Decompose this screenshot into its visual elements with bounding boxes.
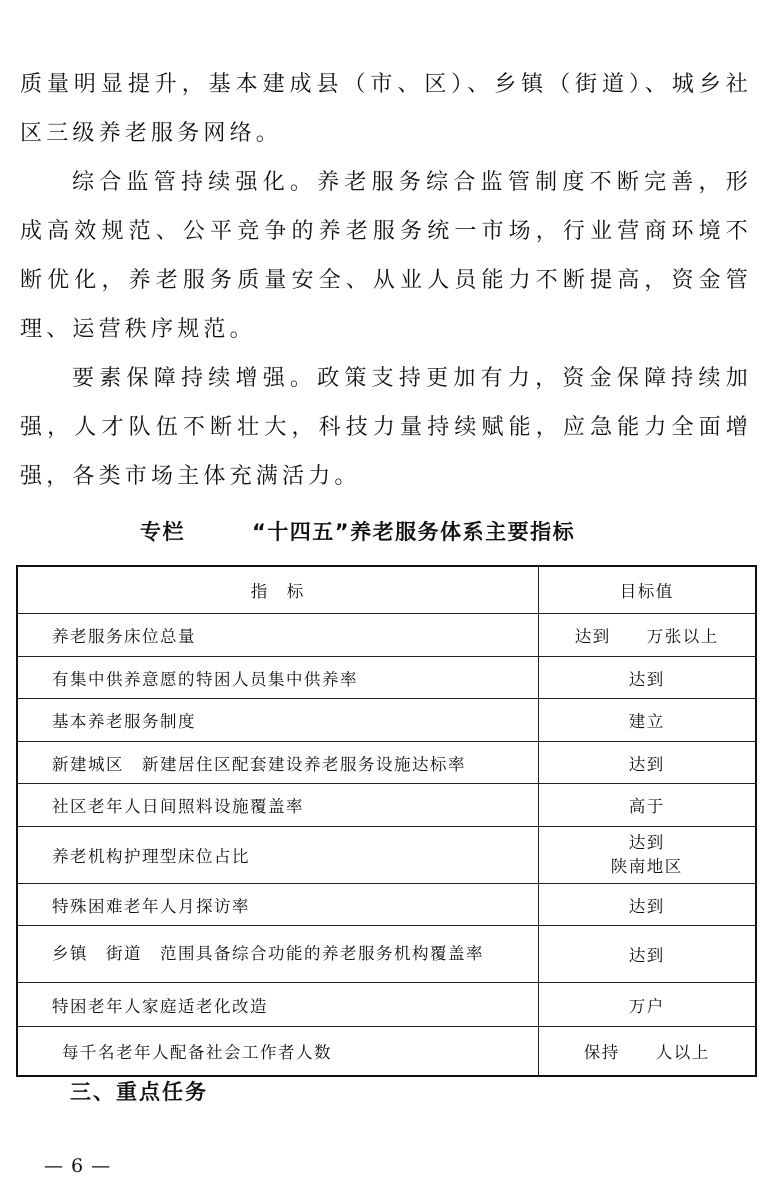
table-row xyxy=(17,699,756,742)
target-cell: 万户 xyxy=(538,983,756,1027)
table-row xyxy=(17,1027,756,1076)
header-indicator: 指 标 xyxy=(17,566,538,614)
table-row xyxy=(17,983,756,1027)
target-cell: 达到 xyxy=(538,742,756,784)
header-target: 目标值 xyxy=(538,566,756,614)
target-cell: 高于 xyxy=(538,784,756,827)
indicator-cell: 每千名老年人配备社会工作者人数 xyxy=(17,1027,538,1076)
target-cell: 达到 xyxy=(538,657,756,699)
section-heading: 三、重点任务 xyxy=(70,1080,208,1104)
page-number: — 6 — xyxy=(44,1155,112,1177)
indicator-cell: 特困老年人家庭适老化改造 xyxy=(17,983,538,1027)
target-cell: 达到 陕南地区 xyxy=(538,827,756,884)
target-cell: 达到 万张以上 xyxy=(538,614,756,657)
target-cell: 建立 xyxy=(538,699,756,742)
indicator-cell: 新建城区 新建居住区配套建设养老服务设施达标率 xyxy=(17,742,538,784)
table-caption xyxy=(0,512,770,548)
table-row xyxy=(17,926,756,983)
indicator-cell: 乡镇 街道 范围具备综合功能的养老服务机构覆盖率 xyxy=(17,926,538,983)
indicator-cell: 基本养老服务制度 xyxy=(17,699,538,742)
indicator-cell: 特殊困难老年人月探访率 xyxy=(17,884,538,926)
target-cell: 保持 人以上 xyxy=(538,1027,756,1076)
table-row xyxy=(17,784,756,827)
indicator-cell: 社区老年人日间照料设施覆盖率 xyxy=(17,784,538,827)
table-row xyxy=(17,884,756,926)
table-row xyxy=(17,614,756,657)
table-row xyxy=(17,657,756,699)
target-cell: 达到 xyxy=(538,884,756,926)
paragraph-supervision: 综合监管持续强化。养老服务综合监管制度不断完善，形成高效规范、公平竞争的养老服务统一市场，行业营商环境不断优化，养老服务质量安全、从业人员能力不断提高，资金管理、运营秩序规范。 xyxy=(20,170,752,342)
table-row xyxy=(17,827,756,884)
paragraph-factors: 要素保障持续增强。政策支持更加有力，资金保障持续加强，人才队伍不断壮大，科技力量持续赋能，应急能力全面增强，各类市场主体充满活力。 xyxy=(20,366,752,489)
indicator-cell: 有集中供养意愿的特困人员集中供养率 xyxy=(17,657,538,699)
caption-label: 专栏 xyxy=(140,520,185,544)
table-header-row xyxy=(17,566,756,614)
indicator-table xyxy=(16,565,757,1077)
indicator-cell: 养老服务床位总量 xyxy=(17,614,538,657)
target-cell: 达到 xyxy=(538,926,756,983)
paragraph-continuation: 质量明显提升，基本建成县（市、区）、乡镇（街道）、城乡社区三级养老服务网络。 xyxy=(20,72,752,146)
table-row xyxy=(17,742,756,784)
caption-title: “十四五”养老服务体系主要指标 xyxy=(252,520,576,544)
indicator-cell: 养老机构护理型床位占比 xyxy=(17,827,538,884)
